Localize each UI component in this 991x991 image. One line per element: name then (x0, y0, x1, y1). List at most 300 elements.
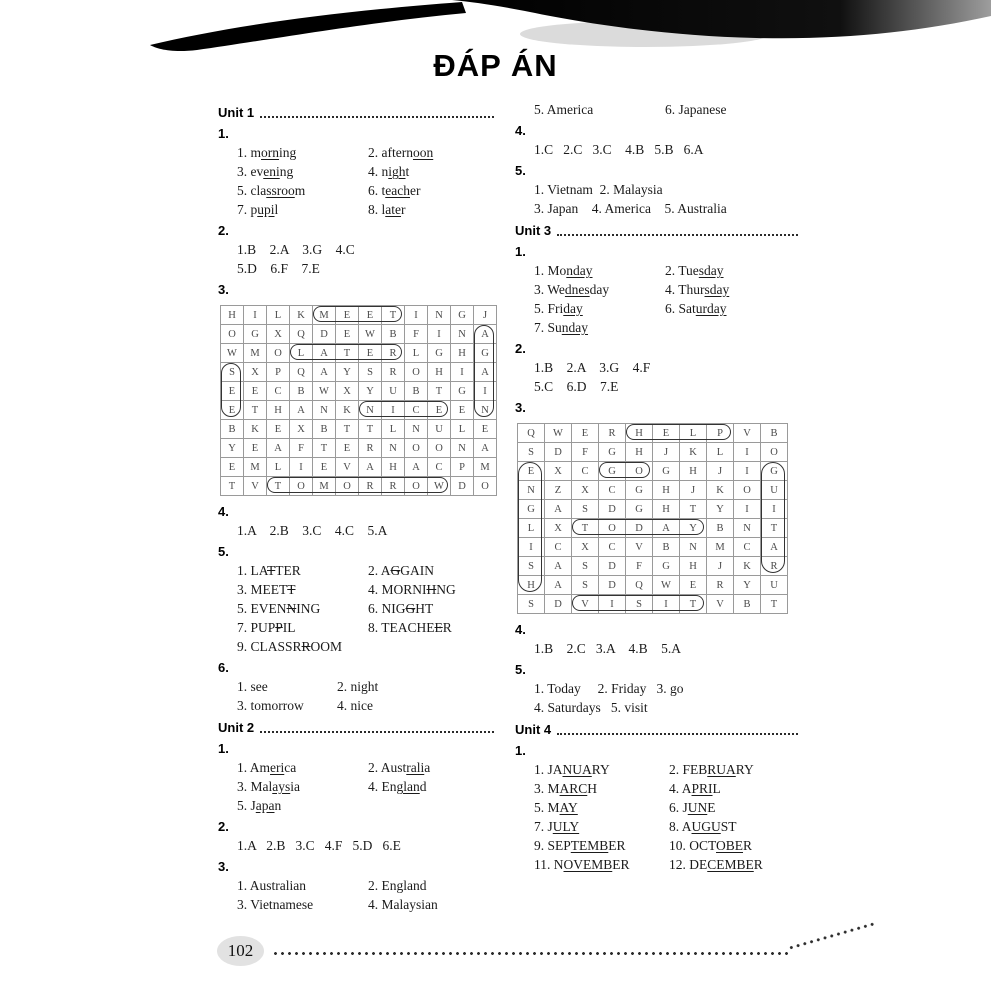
answer-item (237, 618, 368, 637)
grid-cell: N (680, 538, 707, 557)
answer-item: 1. see (237, 679, 268, 694)
grid-cell: I (244, 306, 267, 325)
grid-cell: A (359, 458, 382, 477)
grid-cell: B (761, 424, 788, 443)
grid-cell: E (518, 462, 545, 481)
text-segment: P (275, 620, 283, 635)
text-segment: GAIN (400, 563, 435, 578)
dotted-leader (260, 106, 494, 118)
grid-cell: O (626, 462, 653, 481)
grid-cell: I (290, 458, 313, 477)
text-segment: apa (255, 798, 275, 813)
grid-cell: H (221, 306, 244, 325)
dotted-leader (557, 224, 798, 236)
grid-cell: H (626, 424, 653, 443)
grid-cell: R (599, 424, 626, 443)
grid-cell: M (313, 477, 336, 496)
grid-cell: S (572, 557, 599, 576)
grid-cell: L (405, 344, 428, 363)
text-segment: 7. p (237, 202, 258, 217)
section-number: 2. (218, 223, 229, 238)
text-segment: ia (290, 779, 300, 794)
text-segment: igh (388, 164, 406, 179)
grid-cell: V (572, 595, 599, 614)
grid-cell: N (518, 481, 545, 500)
grid-cell: W (428, 477, 451, 496)
text-segment: glan (396, 779, 420, 794)
answer-row (515, 280, 800, 299)
grid-cell: O (336, 477, 359, 496)
answer-item (368, 796, 496, 815)
grid-cell: H (653, 481, 680, 500)
grid-cell: U (761, 481, 788, 500)
grid-cell: B (653, 538, 680, 557)
grid-cell: G (451, 382, 474, 401)
answer-item (237, 758, 368, 777)
grid-cell: I (405, 306, 428, 325)
grid-cell: S (572, 576, 599, 595)
grid-cell: R (382, 344, 405, 363)
answer-item (368, 200, 496, 219)
text-segment: IL (282, 620, 296, 635)
grid-cell: Y (336, 363, 359, 382)
text-segment: 10. OCT (669, 838, 717, 853)
grid-cell: C (428, 458, 451, 477)
grid-cell: S (518, 557, 545, 576)
text-segment: E (434, 620, 443, 635)
grid-cell: Y (359, 382, 382, 401)
text-segment: ing (279, 145, 297, 160)
grid-cell: J (707, 462, 734, 481)
grid-cell: O (761, 443, 788, 462)
answer-line: 3. Japan 4. America 5. Australia (534, 201, 727, 216)
grid-cell: A (761, 538, 788, 557)
text-segment: 5. Fri (534, 301, 564, 316)
section-number: 1. (515, 244, 526, 259)
grid-cell: X (336, 382, 359, 401)
answer-item (534, 280, 665, 299)
grid-cell: O (221, 325, 244, 344)
grid-cell: C (599, 538, 626, 557)
answer-item (669, 817, 800, 836)
grid-cell: A (474, 363, 497, 382)
grid-cell: P (451, 458, 474, 477)
answer-item (237, 200, 368, 219)
text-segment: 8. A (669, 819, 692, 834)
grid-cell: O (405, 363, 428, 382)
section-number: 2. (515, 341, 526, 356)
answer-item (534, 779, 669, 798)
grid-cell: E (267, 420, 290, 439)
text-segment: 8. l (368, 202, 386, 217)
grid-cell: G (244, 325, 267, 344)
text-segment: T (267, 563, 276, 578)
grid-cell: G (428, 344, 451, 363)
text-segment: m (294, 183, 306, 198)
answer-item: 2. night (337, 679, 379, 694)
section-number: 5. (218, 544, 229, 559)
text-segment: nday (566, 263, 593, 278)
grid-cell: N (382, 439, 405, 458)
grid-cell: H (518, 576, 545, 595)
text-segment: nday (561, 320, 589, 335)
text-segment: H (426, 582, 437, 597)
answer-item (368, 561, 496, 580)
grid-cell: K (336, 401, 359, 420)
grid-cell: Y (734, 576, 761, 595)
text-segment: er (410, 183, 421, 198)
grid-cell: I (734, 443, 761, 462)
answer-row (515, 779, 800, 798)
grid-cell: E (359, 306, 382, 325)
answer-line: 4. Saturdays 5. visit (534, 700, 648, 715)
text-segment: eri (270, 760, 285, 775)
grid-cell: I (451, 363, 474, 382)
grid-cell: W (221, 344, 244, 363)
text-segment: 5. cla (237, 183, 267, 198)
grid-cell: X (267, 325, 290, 344)
text-segment: ca (284, 760, 297, 775)
text-segment: 4. n (368, 164, 389, 179)
footer-dotted-line (272, 951, 792, 956)
text-segment: H (587, 781, 598, 796)
grid-cell: K (680, 443, 707, 462)
grid-cell: Y (680, 519, 707, 538)
text-segment: 2. aftern (368, 145, 413, 160)
grid-cell: F (405, 325, 428, 344)
answer-item: 4. Malaysian (368, 897, 438, 912)
grid-cell: G (599, 462, 626, 481)
grid-cell: L (382, 420, 405, 439)
answer-line: 1. Vietnam 2. Malaysia (534, 182, 663, 197)
grid-cell: D (545, 443, 572, 462)
grid-cell: O (734, 481, 761, 500)
text-segment: 3. ev (237, 164, 264, 179)
grid-cell: Y (707, 500, 734, 519)
unit-label: Unit 4 (515, 722, 552, 737)
text-segment: 6. Sat (665, 301, 696, 316)
grid-cell: I (518, 538, 545, 557)
grid-cell: J (680, 481, 707, 500)
grid-cell: W (359, 325, 382, 344)
answer-line: 5.C 6.D 7.E (534, 379, 619, 394)
grid-cell: L (267, 458, 290, 477)
grid-cell: T (359, 420, 382, 439)
grid-cell: T (680, 500, 707, 519)
answer-item (534, 817, 669, 836)
grid-cell: G (761, 462, 788, 481)
grid-cell: X (244, 363, 267, 382)
grid-cell: N (405, 420, 428, 439)
grid-cell: A (545, 557, 572, 576)
answer-row (218, 200, 496, 219)
grid-cell: E (451, 401, 474, 420)
grid-cell: A (313, 363, 336, 382)
answer-item (237, 561, 368, 580)
grid-cell: M (474, 458, 497, 477)
page-number-badge: 102 (217, 936, 264, 966)
grid-cell: K (734, 557, 761, 576)
grid-cell: O (405, 477, 428, 496)
answer-item (534, 261, 665, 280)
section-number: 3. (515, 400, 526, 415)
text-segment: sday (704, 282, 730, 297)
grid-cell: X (545, 519, 572, 538)
grid-cell: K (707, 481, 734, 500)
grid-cell: I (734, 462, 761, 481)
grid-cell: Q (518, 424, 545, 443)
section-number: 6. (218, 660, 229, 675)
grid-cell: M (244, 458, 267, 477)
grid-cell: O (290, 477, 313, 496)
left-brush-stroke (150, 2, 466, 51)
page-title: ĐÁP ÁN (433, 48, 558, 83)
grid-cell: H (653, 500, 680, 519)
grid-cell: O (428, 439, 451, 458)
text-segment: 2. Aust (368, 760, 407, 775)
grid-cell: E (221, 382, 244, 401)
section-number: 4. (515, 123, 526, 138)
dotted-leader (260, 721, 494, 733)
text-segment: 4. A (669, 781, 692, 796)
grid-cell: M (244, 344, 267, 363)
answer-item (534, 855, 669, 874)
answer-line: 1. Today 2. Friday 3. go (534, 681, 684, 696)
text-segment: 2. A (368, 563, 391, 578)
grid-cell: R (382, 363, 405, 382)
grid-cell: V (707, 595, 734, 614)
answer-item (368, 162, 496, 181)
answer-item (237, 580, 368, 599)
grid-cell: H (680, 557, 707, 576)
grid-cell: B (734, 595, 761, 614)
grid-cell: S (518, 443, 545, 462)
grid-cell: G (653, 557, 680, 576)
answer-item (534, 836, 669, 855)
section-number: 4. (218, 504, 229, 519)
text-segment: 9. SEP (534, 838, 571, 853)
grid-cell: Q (290, 363, 313, 382)
unit-heading (218, 103, 496, 122)
text-segment: G (405, 601, 416, 616)
answer-item (669, 855, 800, 874)
section-number: 1. (218, 741, 229, 756)
grid-cell: V (734, 424, 761, 443)
text-segment: upi (257, 202, 275, 217)
grid-cell: E (244, 439, 267, 458)
grid-cell: S (518, 595, 545, 614)
text-segment: PRI (691, 781, 713, 796)
text-segment: ULY (552, 819, 580, 834)
grid-cell: H (382, 458, 405, 477)
text-segment: L (712, 781, 721, 796)
right-column (515, 100, 800, 874)
grid-cell: A (545, 500, 572, 519)
grid-cell: H (626, 443, 653, 462)
grid-cell: N (474, 401, 497, 420)
grid-cell: X (572, 481, 599, 500)
answer-line: 5.D 6.F 7.E (237, 261, 320, 276)
text-segment: 4. En (368, 779, 397, 794)
grid-cell: T (761, 595, 788, 614)
section-number: 4. (515, 622, 526, 637)
grid-cell: T (680, 595, 707, 614)
grid-cell: V (626, 538, 653, 557)
grid-cell: I (599, 595, 626, 614)
text-segment: ST (720, 819, 737, 834)
text-segment: 4. MORNI (368, 582, 427, 597)
text-segment: NG (436, 582, 456, 597)
grid-cell: D (545, 595, 572, 614)
grid-cell: B (313, 420, 336, 439)
unit-label: Unit 1 (218, 105, 255, 120)
grid-cell: I (734, 500, 761, 519)
grid-cell: D (313, 325, 336, 344)
grid-cell: E (359, 344, 382, 363)
answer-item: 5. America (534, 102, 594, 117)
text-segment: day (589, 282, 610, 297)
answer-row (218, 162, 496, 181)
grid-cell: E (572, 424, 599, 443)
answer-item: 4. nice (337, 698, 373, 713)
text-segment: eni (263, 164, 280, 179)
text-segment: ays (272, 779, 291, 794)
grid-cell: C (572, 462, 599, 481)
text-segment: CEMBE (707, 857, 754, 872)
answer-item (534, 760, 669, 779)
text-segment: OBE (716, 838, 744, 853)
grid-cell: I (474, 382, 497, 401)
answer-item (237, 599, 368, 618)
answer-item (368, 181, 496, 200)
text-segment: 9. CLASSR (237, 639, 302, 654)
grid-cell: C (545, 538, 572, 557)
grid-cell: L (680, 424, 707, 443)
grid-cell: H (451, 344, 474, 363)
text-segment: TER (275, 563, 301, 578)
answer-row (218, 143, 496, 162)
text-segment: 7. Su (534, 320, 562, 335)
text-segment: ate (385, 202, 402, 217)
text-segment: dnes (564, 282, 590, 297)
dotted-leader (557, 723, 798, 735)
grid-cell: D (626, 519, 653, 538)
text-segment: 7. PUP (237, 620, 276, 635)
grid-cell: V (244, 477, 267, 496)
text-segment: l (274, 202, 279, 217)
grid-cell: N (313, 401, 336, 420)
answer-row (218, 876, 496, 895)
answer-row (515, 318, 800, 337)
grid-cell: U (761, 576, 788, 595)
text-segment: oon (412, 145, 434, 160)
grid-cell: T (428, 382, 451, 401)
answer-item: 2. England (368, 878, 427, 893)
grid-cell: Y (221, 439, 244, 458)
grid-cell: W (545, 424, 572, 443)
section-number: 1. (515, 743, 526, 758)
text-segment: ER (608, 838, 626, 853)
grid-cell: U (382, 382, 405, 401)
grid-cell: Q (626, 576, 653, 595)
section-number: 1. (218, 126, 229, 141)
text-segment: RY (735, 762, 754, 777)
grid-cell: N (451, 439, 474, 458)
answer-row (218, 758, 496, 777)
grid-cell: T (336, 344, 359, 363)
grid-cell: E (221, 458, 244, 477)
answer-row (515, 836, 800, 855)
grid-cell: B (221, 420, 244, 439)
text-segment: RUA (707, 762, 736, 777)
grid-cell: D (451, 477, 474, 496)
grid-cell: W (313, 382, 336, 401)
grid-cell: O (599, 519, 626, 538)
text-segment: day (563, 301, 583, 316)
text-segment: 5. J (237, 798, 256, 813)
text-segment: 5. EVEN (237, 601, 287, 616)
grid-cell: R (382, 477, 405, 496)
answer-item (669, 779, 800, 798)
text-segment: 6. J (669, 800, 688, 815)
answer-row (515, 855, 800, 874)
grid-cell: A (405, 458, 428, 477)
grid-cell: L (707, 443, 734, 462)
grid-cell: N (734, 519, 761, 538)
answer-item (368, 618, 496, 637)
text-segment: a (424, 760, 431, 775)
answer-row (515, 760, 800, 779)
grid-cell: J (653, 443, 680, 462)
answer-item (237, 162, 368, 181)
text-segment: T (287, 582, 296, 597)
grid-cell: T (313, 439, 336, 458)
grid-cell: P (267, 363, 290, 382)
text-segment: 1. m (237, 145, 262, 160)
text-segment: N (286, 601, 297, 616)
answer-item (237, 796, 368, 815)
grid-cell: I (653, 595, 680, 614)
grid-cell: G (626, 500, 653, 519)
grid-cell: T (221, 477, 244, 496)
grid-cell: J (474, 306, 497, 325)
text-segment: RY (591, 762, 610, 777)
answer-item (368, 143, 496, 162)
answer-item (665, 261, 800, 280)
grid-cell: O (267, 344, 290, 363)
answer-row (218, 796, 496, 815)
unit-heading (218, 718, 496, 737)
answer-item (237, 637, 368, 656)
unit-heading (515, 221, 800, 240)
answer-row (515, 798, 800, 817)
grid-cell: Z (545, 481, 572, 500)
grid-cell: F (572, 443, 599, 462)
grid-cell: I (761, 500, 788, 519)
grid-cell: D (599, 576, 626, 595)
grid-cell: K (290, 306, 313, 325)
grid-cell: T (572, 519, 599, 538)
text-segment: t (405, 164, 410, 179)
grid-cell: G (474, 344, 497, 363)
grid-cell: L (267, 306, 290, 325)
text-segment: ARC (559, 781, 588, 796)
grid-cell: M (707, 538, 734, 557)
grid-cell: N (451, 325, 474, 344)
grid-cell: O (474, 477, 497, 496)
grid-cell: R (359, 477, 382, 496)
section-number: 5. (515, 662, 526, 677)
